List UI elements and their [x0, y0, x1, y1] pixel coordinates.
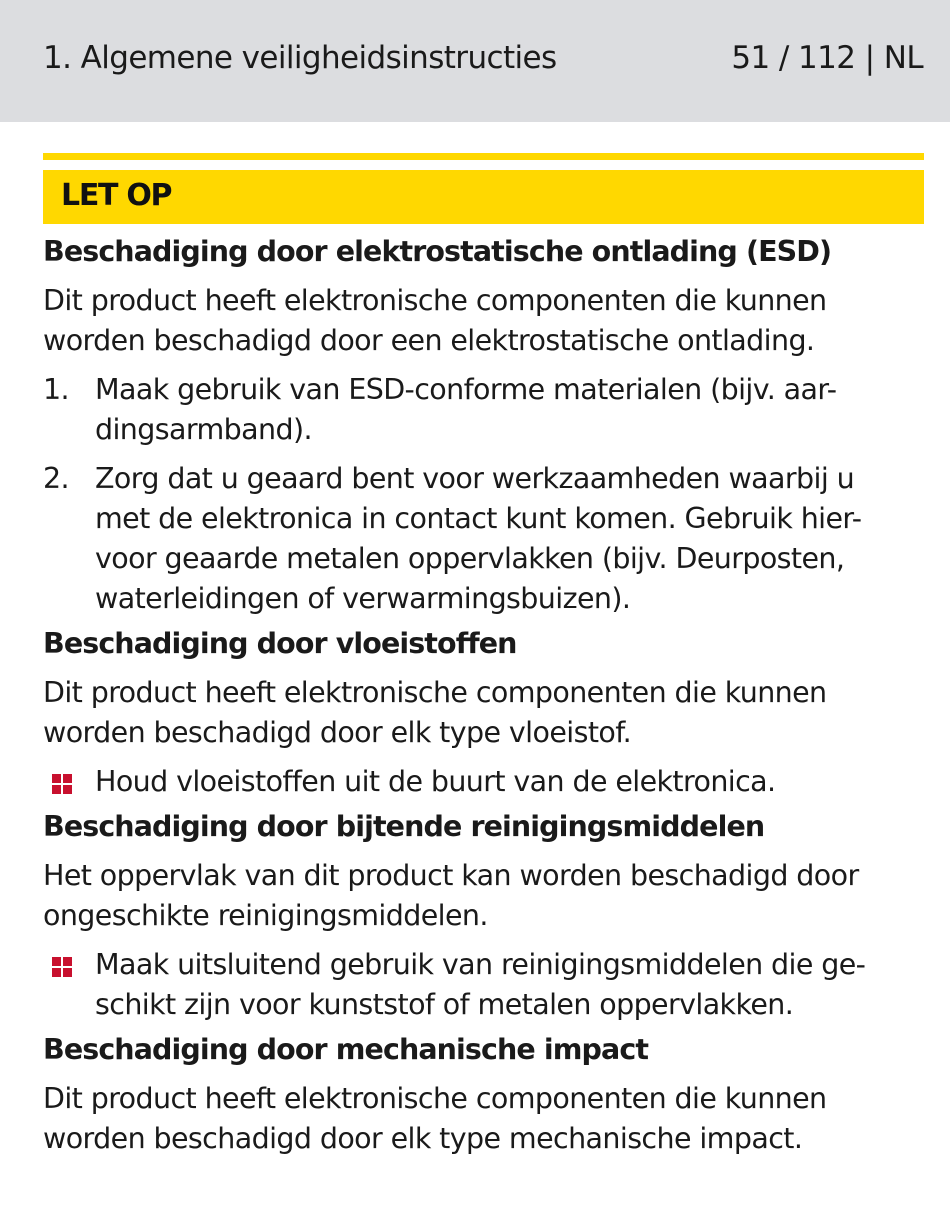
- paragraph-line: ongeschikte reinigingsmiddelen.: [43, 899, 488, 932]
- paragraph-cleaning: [43, 856, 928, 936]
- paragraph-line: worden beschadigd door elk type mechanische impact.: [43, 1122, 803, 1155]
- paragraph-line: Dit product heeft elektronische componenten die kunnen: [43, 284, 827, 317]
- section-title: 1. Algemene veiligheidsinstructies: [43, 40, 557, 76]
- paragraph-line: Het oppervlak van dit product kan worden beschadigd door: [43, 859, 859, 892]
- page-number: 51 / 112 | NL: [731, 40, 923, 76]
- heading-cleaning: Beschadiging door bijtende reinigingsmiddelen: [43, 810, 765, 843]
- step-line: voor geaarde metalen oppervlakken (bijv. Deurposten,: [95, 542, 845, 575]
- step-line: dingsarmband).: [95, 413, 312, 446]
- notice-rule: [43, 153, 924, 160]
- heading-impact: Beschadiging door mechanische impact: [43, 1033, 649, 1066]
- paragraph-line: worden beschadigd door een elektrostatische ontlading.: [43, 324, 815, 357]
- step-1: [43, 370, 928, 450]
- notice-banner: [43, 170, 924, 224]
- step-number: 1.: [43, 373, 69, 406]
- paragraph-esd: [43, 281, 928, 361]
- bullet-line: schikt zijn voor kunststof of metalen oppervlakken.: [95, 988, 794, 1021]
- bullet-item-liquids: [43, 762, 928, 802]
- bullet-line: Houd vloeistoffen uit de buurt van de elektronica.: [95, 765, 776, 798]
- paragraph-line: worden beschadigd door elk type vloeistof.: [43, 716, 632, 749]
- paragraph-line: Dit product heeft elektronische componenten die kunnen: [43, 1082, 827, 1115]
- bullet-item-cleaning: [43, 945, 928, 1025]
- bullet-line: Maak uitsluitend gebruik van reinigingsmiddelen die ge-: [95, 948, 866, 981]
- paragraph-line: Dit product heeft elektronische componenten die kunnen: [43, 676, 827, 709]
- heading-liquids: Beschadiging door vloeistoffen: [43, 627, 517, 660]
- step-line: Zorg dat u geaard bent voor werkzaamheden waarbij u: [95, 462, 855, 495]
- step-line: met de elektronica in contact kunt komen. Gebruik hier-: [95, 502, 862, 535]
- notice-label: LET OP: [61, 178, 172, 213]
- notice-content: [43, 232, 928, 1159]
- paragraph-liquids: [43, 673, 928, 753]
- step-line: waterleidingen of verwarmingsbuizen).: [95, 582, 631, 615]
- step-2: [43, 459, 928, 619]
- page-header: [0, 0, 950, 122]
- step-number: 2.: [43, 462, 69, 495]
- red-square-bullet-icon: [52, 957, 72, 977]
- paragraph-impact: [43, 1079, 928, 1159]
- step-line: Maak gebruik van ESD-conforme materialen (bijv. aar-: [95, 373, 837, 406]
- red-square-bullet-icon: [52, 774, 72, 794]
- heading-esd: Beschadiging door elektrostatische ontlading (ESD): [43, 235, 832, 268]
